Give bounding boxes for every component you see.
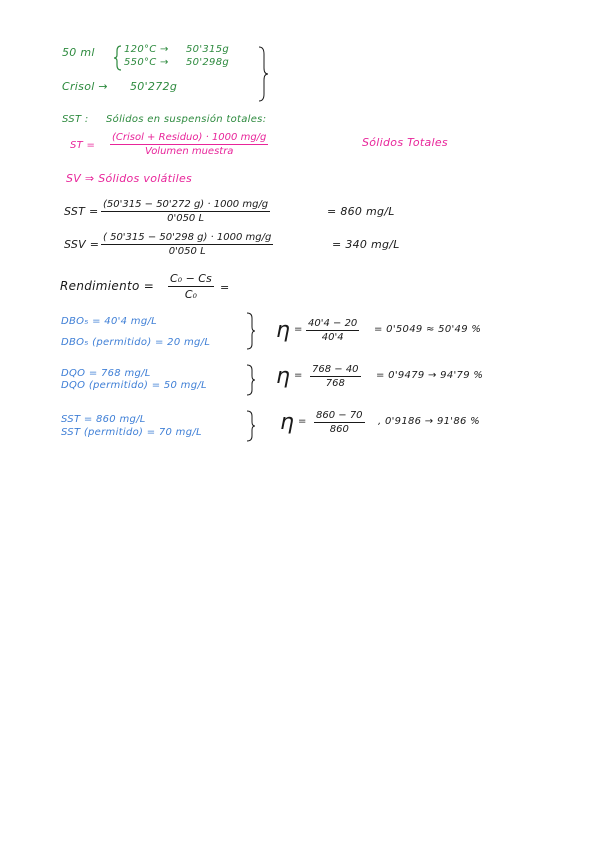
rendimiento-numerator: C₀ − Cs xyxy=(170,272,212,285)
ssv-calc-fraction xyxy=(101,232,273,257)
sst-r-result: , 0'9186 → 91'86 % xyxy=(378,416,480,427)
rendimiento-suffix: = xyxy=(220,281,230,294)
sst-calc-numerator: (50'315 − 50'272 g) · 1000 mg/g xyxy=(103,199,269,210)
sst-calc-fraction xyxy=(101,199,270,224)
left-brace-icon xyxy=(114,45,122,71)
dbo-numerator: 40'4 − 20 xyxy=(308,318,358,329)
sst-calc-prefix: SST = xyxy=(64,205,99,218)
dqo-result: = 0'9479 → 94'79 % xyxy=(376,370,484,381)
dbo-permitted: DBO₅ (permitido) = 20 mg/L xyxy=(61,337,211,348)
rendimiento-denominator: C₀ xyxy=(184,288,197,301)
dqo-eta: η xyxy=(276,364,291,389)
sst-r-fraction xyxy=(314,410,365,435)
sst-definition: Sólidos en suspensión totales: xyxy=(106,114,267,125)
dqo-value: DQO = 768 mg/L xyxy=(61,368,151,379)
crisol-mass: 50'272g xyxy=(130,80,178,93)
st-denominator: Volumen muestra xyxy=(144,146,234,157)
sv-definition: SV ⇒ Sólidos volátiles xyxy=(66,172,193,185)
sst-r-permitted: SST (permitido) = 70 mg/L xyxy=(61,427,202,438)
sst-r-eq: = xyxy=(298,416,307,427)
sst-r-numerator: 860 − 70 xyxy=(316,410,363,421)
dqo-denominator: 768 xyxy=(325,378,345,389)
sst-calc-denominator: 0'050 L xyxy=(167,213,205,224)
dqo-brace-icon xyxy=(246,364,256,396)
right-brace-icon xyxy=(258,46,268,102)
st-numerator: (Crisol + Residuo) · 1000 mg/g xyxy=(112,132,267,143)
sst-r-value: SST = 860 mg/L xyxy=(61,414,146,425)
dbo-result: = 0'5049 ≈ 50'49 % xyxy=(374,324,482,335)
dqo-eq: = xyxy=(294,370,303,381)
sst-r-brace-icon xyxy=(246,410,256,442)
ssv-calc-prefix: SSV = xyxy=(64,238,100,251)
dqo-numerator: 768 − 40 xyxy=(312,364,359,375)
rendimiento-fraction xyxy=(168,272,214,301)
dbo-brace-icon xyxy=(246,312,256,350)
dqo-permitted: DQO (permitido) = 50 mg/L xyxy=(61,380,207,391)
st-fraction xyxy=(110,132,268,157)
dbo-eta: η xyxy=(276,318,291,343)
temp-120: 120°C → xyxy=(124,44,169,55)
dbo-denominator: 40'4 xyxy=(321,332,344,343)
ssv-calc-result: = 340 mg/L xyxy=(332,238,400,251)
ssv-calc-numerator: ( 50'315 − 50'298 g) · 1000 mg/g xyxy=(103,232,272,243)
st-prefix: ST = xyxy=(70,140,96,151)
crisol-label: Crisol → xyxy=(62,80,108,93)
ssv-calc-denominator: 0'050 L xyxy=(168,246,206,257)
mass-120: 50'315g xyxy=(186,44,230,55)
sst-label: SST : xyxy=(62,114,89,125)
sample-volume: 50 ml xyxy=(62,46,95,59)
dbo-value: DBO₅ = 40'4 mg/L xyxy=(61,316,158,327)
st-title: Sólidos Totales xyxy=(362,136,448,149)
sst-r-denominator: 860 xyxy=(329,424,349,435)
temp-550: 550°C → xyxy=(124,57,169,68)
dbo-fraction xyxy=(306,318,359,343)
sst-r-eta: η xyxy=(280,410,295,435)
dqo-fraction xyxy=(310,364,361,389)
rendimiento-label: Rendimiento = xyxy=(60,279,155,293)
sst-calc-result: = 860 mg/L xyxy=(327,205,395,218)
dbo-eq: = xyxy=(294,324,303,335)
mass-550: 50'298g xyxy=(186,57,230,68)
